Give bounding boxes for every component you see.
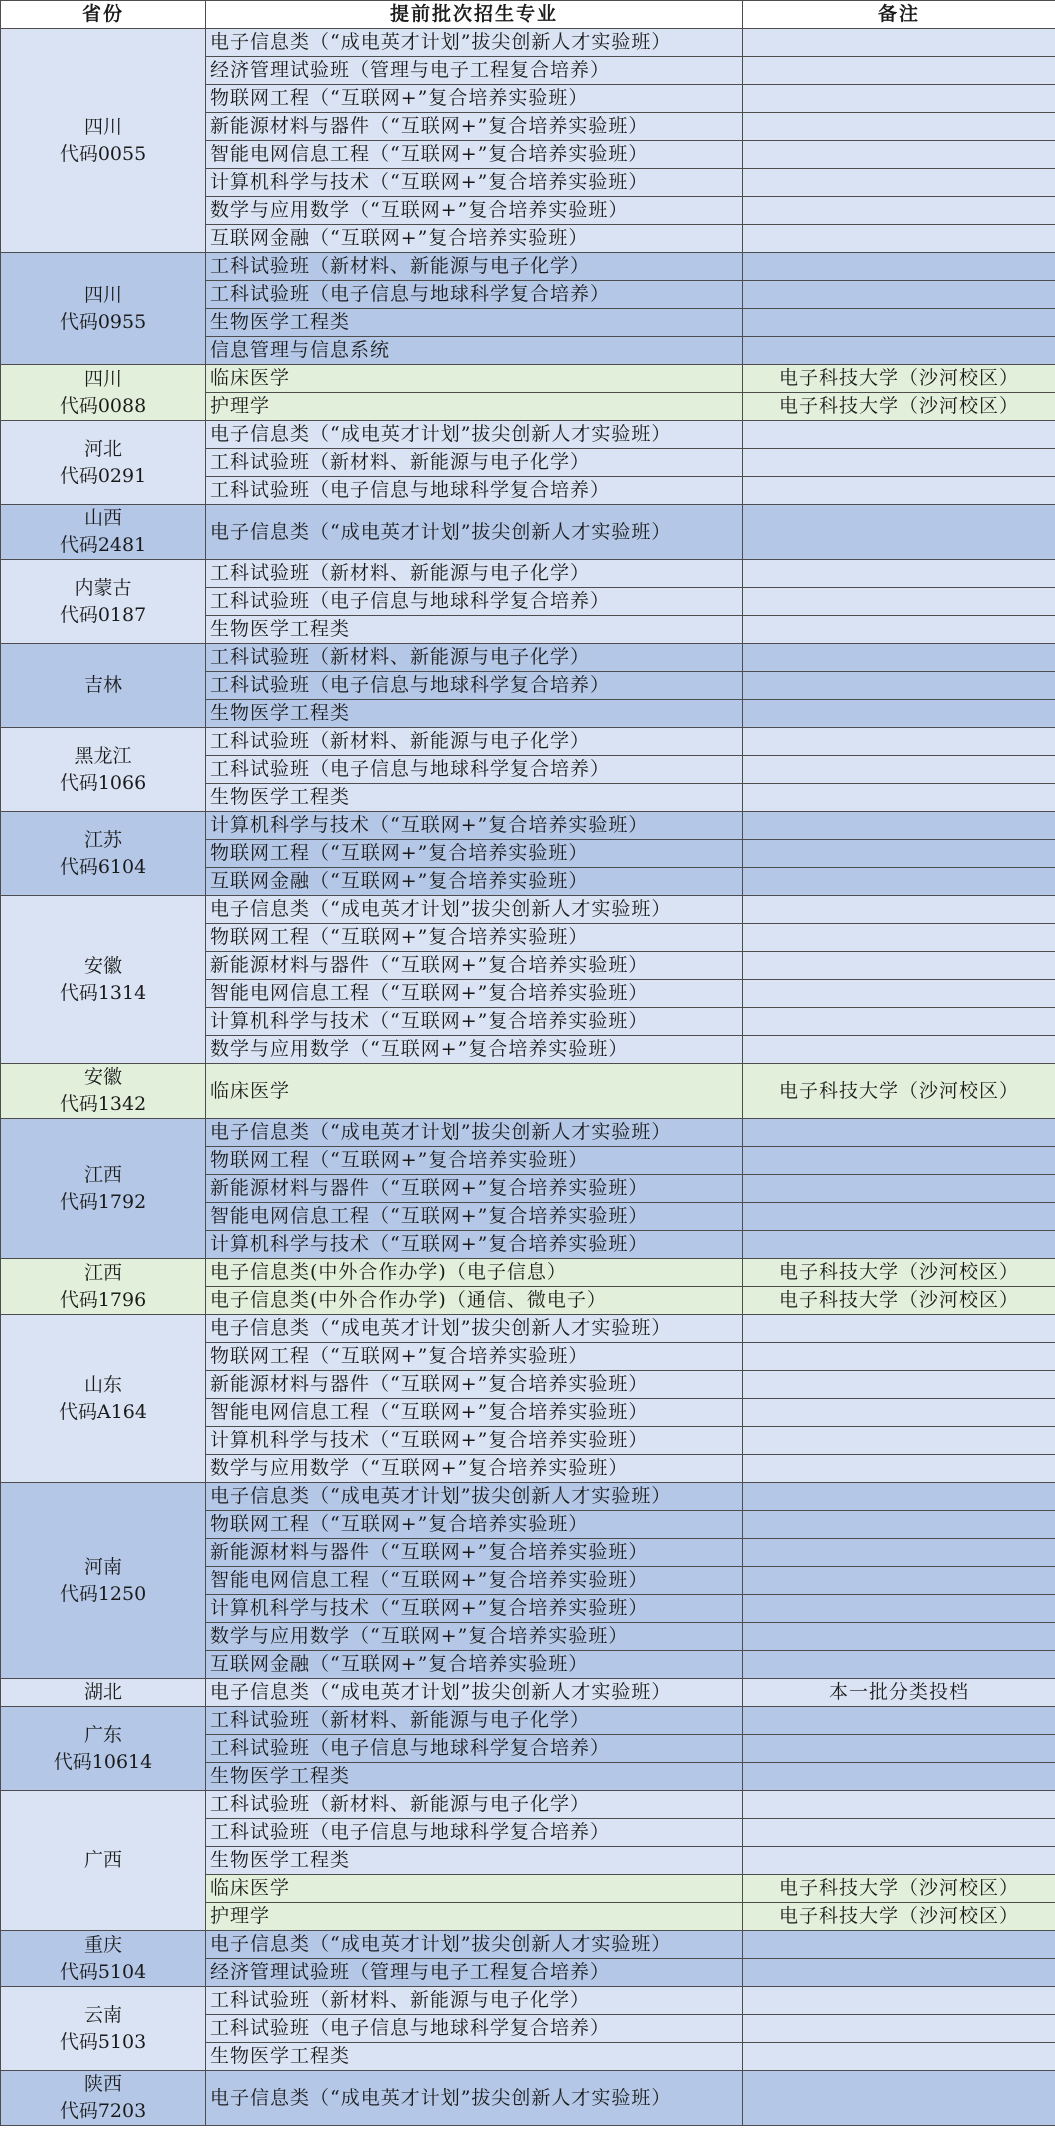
header-province: 省份 xyxy=(1,1,206,29)
major-cell: 工科试验班（电子信息与地球科学复合培养） xyxy=(206,2015,743,2043)
note-cell xyxy=(743,1707,1055,1735)
note-cell xyxy=(743,85,1055,113)
header-major: 提前批次招生专业 xyxy=(206,1,743,29)
note-cell xyxy=(743,113,1055,141)
major-cell: 计算机科学与技术（“互联网+”复合培养实验班） xyxy=(206,169,743,197)
table-row xyxy=(1,896,1055,924)
major-cell: 生物医学工程类 xyxy=(206,784,743,812)
table-header-row xyxy=(1,1,1055,29)
major-cell: 电子信息类（“成电英才计划”拔尖创新人才实验班） xyxy=(206,1483,743,1511)
note-cell xyxy=(743,169,1055,197)
major-cell: 物联网工程（“互联网+”复合培养实验班） xyxy=(206,85,743,113)
note-cell xyxy=(743,1763,1055,1791)
province-code: 代码0187 xyxy=(59,603,147,626)
note-cell xyxy=(743,1651,1055,1679)
province-code: 代码5103 xyxy=(59,2030,147,2053)
note-cell xyxy=(743,1119,1055,1147)
note-cell: 电子科技大学（沙河校区） xyxy=(743,1259,1055,1287)
note-cell xyxy=(743,616,1055,644)
major-cell: 经济管理试验班（管理与电子工程复合培养） xyxy=(206,1959,743,1987)
major-cell: 数学与应用数学（“互联网+”复合培养实验班） xyxy=(206,1623,743,1651)
note-cell xyxy=(743,1987,1055,2015)
province-code: 代码0955 xyxy=(59,310,147,333)
province-name: 内蒙古 xyxy=(74,576,132,599)
province-code: 代码0055 xyxy=(59,142,147,165)
major-cell: 智能电网信息工程（“互联网+”复合培养实验班） xyxy=(206,1399,743,1427)
province-code: 代码1792 xyxy=(59,1190,147,1213)
table-row xyxy=(1,812,1055,840)
major-cell: 数学与应用数学（“互联网+”复合培养实验班） xyxy=(206,197,743,225)
major-cell: 智能电网信息工程（“互联网+”复合培养实验班） xyxy=(206,141,743,169)
province-name: 江苏 xyxy=(83,828,122,851)
table-row xyxy=(1,1987,1055,2015)
note-cell xyxy=(743,1008,1055,1036)
province-cell xyxy=(1,2071,206,2126)
province-code: 代码5104 xyxy=(59,1960,147,1983)
province-cell xyxy=(1,1931,206,1987)
province-code: 代码1314 xyxy=(59,981,147,1004)
note-cell xyxy=(743,1931,1055,1959)
note-cell xyxy=(743,1623,1055,1651)
major-cell: 智能电网信息工程（“互联网+”复合培养实验班） xyxy=(206,1567,743,1595)
major-cell: 计算机科学与技术（“互联网+”复合培养实验班） xyxy=(206,1231,743,1259)
province-name: 重庆 xyxy=(83,1933,122,1956)
note-cell xyxy=(743,1315,1055,1343)
province-cell xyxy=(1,812,206,896)
note-cell: 本一批分类投档 xyxy=(743,1679,1055,1707)
province-code: 代码0291 xyxy=(59,464,147,487)
major-cell: 计算机科学与技术（“互联网+”复合培养实验班） xyxy=(206,812,743,840)
note-cell xyxy=(743,1735,1055,1763)
major-cell: 电子信息类（“成电英才计划”拔尖创新人才实验班） xyxy=(206,1119,743,1147)
table-row xyxy=(1,644,1055,672)
major-cell: 工科试验班（新材料、新能源与电子化学） xyxy=(206,560,743,588)
province-name: 黑龙江 xyxy=(74,744,132,767)
province-cell xyxy=(1,1707,206,1791)
note-cell: 电子科技大学（沙河校区） xyxy=(743,393,1055,421)
province-name: 广东 xyxy=(83,1723,122,1746)
major-cell: 工科试验班（新材料、新能源与电子化学） xyxy=(206,1707,743,1735)
province-name: 安徽 xyxy=(83,1066,122,1088)
province-cell xyxy=(1,560,206,644)
note-cell xyxy=(743,141,1055,169)
major-cell: 工科试验班（新材料、新能源与电子化学） xyxy=(206,253,743,281)
table-row xyxy=(1,1315,1055,1343)
major-cell: 互联网金融（“互联网+”复合培养实验班） xyxy=(206,225,743,253)
note-cell xyxy=(743,1427,1055,1455)
note-cell xyxy=(743,57,1055,85)
major-cell: 临床医学 xyxy=(206,365,743,393)
major-cell: 电子信息类（“成电英才计划”拔尖创新人才实验班） xyxy=(206,1931,743,1959)
province-code: 代码1250 xyxy=(59,1582,147,1605)
note-cell xyxy=(743,840,1055,868)
note-cell xyxy=(743,505,1055,560)
province-name: 山东 xyxy=(83,1373,122,1396)
province-cell xyxy=(1,1483,206,1679)
major-cell: 物联网工程（“互联网+”复合培养实验班） xyxy=(206,840,743,868)
major-cell: 数学与应用数学（“互联网+”复合培养实验班） xyxy=(206,1455,743,1483)
province-cell xyxy=(1,1259,206,1315)
note-cell xyxy=(743,1511,1055,1539)
province-cell xyxy=(1,1791,206,1931)
major-cell: 电子信息类（“成电英才计划”拔尖创新人才实验班） xyxy=(206,421,743,449)
major-cell: 计算机科学与技术（“互联网+”复合培养实验班） xyxy=(206,1595,743,1623)
major-cell: 电子信息类（“成电英才计划”拔尖创新人才实验班） xyxy=(206,896,743,924)
note-cell xyxy=(743,728,1055,756)
note-cell xyxy=(743,2015,1055,2043)
major-cell: 工科试验班（电子信息与地球科学复合培养） xyxy=(206,281,743,309)
major-cell: 电子信息类（“成电英才计划”拔尖创新人才实验班） xyxy=(206,505,743,560)
major-cell: 工科试验班（电子信息与地球科学复合培养） xyxy=(206,588,743,616)
note-cell xyxy=(743,197,1055,225)
note-cell xyxy=(743,1231,1055,1259)
major-cell: 生物医学工程类 xyxy=(206,616,743,644)
note-cell xyxy=(743,309,1055,337)
major-cell: 工科试验班（新材料、新能源与电子化学） xyxy=(206,728,743,756)
note-cell xyxy=(743,281,1055,309)
note-cell xyxy=(743,672,1055,700)
table-row xyxy=(1,253,1055,281)
note-cell: 电子科技大学（沙河校区） xyxy=(743,1064,1055,1119)
province-cell xyxy=(1,728,206,812)
table-row xyxy=(1,1064,1055,1119)
major-cell: 经济管理试验班（管理与电子工程复合培养） xyxy=(206,57,743,85)
note-cell xyxy=(743,952,1055,980)
note-cell xyxy=(743,756,1055,784)
table-row xyxy=(1,728,1055,756)
province-cell xyxy=(1,421,206,505)
major-cell: 计算机科学与技术（“互联网+”复合培养实验班） xyxy=(206,1008,743,1036)
province-cell xyxy=(1,365,206,421)
major-cell: 电子信息类（“成电英才计划”拔尖创新人才实验班） xyxy=(206,2071,743,2126)
major-cell: 智能电网信息工程（“互联网+”复合培养实验班） xyxy=(206,1203,743,1231)
table-row xyxy=(1,2071,1055,2126)
note-cell xyxy=(743,1791,1055,1819)
major-cell: 物联网工程（“互联网+”复合培养实验班） xyxy=(206,1147,743,1175)
note-cell xyxy=(743,980,1055,1008)
province-code: 代码1066 xyxy=(59,771,147,794)
note-cell xyxy=(743,2071,1055,2126)
note-cell xyxy=(743,560,1055,588)
note-cell xyxy=(743,924,1055,952)
province-cell xyxy=(1,253,206,365)
header-note: 备注 xyxy=(743,1,1055,29)
note-cell xyxy=(743,1959,1055,1987)
note-cell: 电子科技大学（沙河校区） xyxy=(743,1903,1055,1931)
major-cell: 互联网金融（“互联网+”复合培养实验班） xyxy=(206,868,743,896)
major-cell: 工科试验班（电子信息与地球科学复合培养） xyxy=(206,672,743,700)
major-cell: 信息管理与信息系统 xyxy=(206,337,743,365)
province-name: 安徽 xyxy=(83,954,122,977)
note-cell xyxy=(743,1539,1055,1567)
table-row xyxy=(1,1119,1055,1147)
note-cell xyxy=(743,1483,1055,1511)
province-cell xyxy=(1,1679,206,1707)
major-cell: 生物医学工程类 xyxy=(206,2043,743,2071)
major-cell: 生物医学工程类 xyxy=(206,1847,743,1875)
major-cell: 智能电网信息工程（“互联网+”复合培养实验班） xyxy=(206,980,743,1008)
province-cell xyxy=(1,1119,206,1259)
province-code: 代码7203 xyxy=(59,2100,147,2122)
table-row xyxy=(1,560,1055,588)
province-name: 广西 xyxy=(83,1849,122,1871)
note-cell xyxy=(743,1595,1055,1623)
note-cell xyxy=(743,588,1055,616)
province-cell xyxy=(1,644,206,728)
note-cell xyxy=(743,896,1055,924)
note-cell: 电子科技大学（沙河校区） xyxy=(743,1287,1055,1315)
major-cell: 临床医学 xyxy=(206,1064,743,1119)
province-name: 江西 xyxy=(83,1163,122,1186)
major-cell: 工科试验班（电子信息与地球科学复合培养） xyxy=(206,1819,743,1847)
major-cell: 物联网工程（“互联网+”复合培养实验班） xyxy=(206,924,743,952)
major-cell: 工科试验班（新材料、新能源与电子化学） xyxy=(206,449,743,477)
note-cell xyxy=(743,1175,1055,1203)
table-row xyxy=(1,421,1055,449)
note-cell xyxy=(743,812,1055,840)
province-name: 四川 xyxy=(83,115,122,138)
note-cell xyxy=(743,225,1055,253)
province-name: 云南 xyxy=(83,2003,122,2026)
major-cell: 工科试验班（电子信息与地球科学复合培养） xyxy=(206,477,743,505)
province-name: 湖北 xyxy=(83,1681,122,1703)
note-cell xyxy=(743,2043,1055,2071)
major-cell: 电子信息类（“成电英才计划”拔尖创新人才实验班） xyxy=(206,29,743,57)
major-cell: 新能源材料与器件（“互联网+”复合培养实验班） xyxy=(206,1539,743,1567)
major-cell: 工科试验班（电子信息与地球科学复合培养） xyxy=(206,756,743,784)
province-code: 代码1342 xyxy=(59,1093,147,1115)
province-cell xyxy=(1,29,206,253)
province-cell xyxy=(1,896,206,1064)
province-code: 代码0088 xyxy=(59,394,147,417)
major-cell: 工科试验班（新材料、新能源与电子化学） xyxy=(206,1791,743,1819)
province-cell xyxy=(1,1315,206,1483)
major-cell: 工科试验班（新材料、新能源与电子化学） xyxy=(206,644,743,672)
province-code: 代码10614 xyxy=(53,1750,153,1773)
major-cell: 计算机科学与技术（“互联网+”复合培养实验班） xyxy=(206,1427,743,1455)
province-code: 代码1796 xyxy=(59,1288,147,1311)
province-cell xyxy=(1,505,206,560)
province-cell xyxy=(1,1064,206,1119)
province-name: 四川 xyxy=(83,283,122,306)
major-cell: 新能源材料与器件（“互联网+”复合培养实验班） xyxy=(206,113,743,141)
table-row xyxy=(1,505,1055,560)
major-cell: 互联网金融（“互联网+”复合培养实验班） xyxy=(206,1651,743,1679)
province-code: 代码6104 xyxy=(59,855,147,878)
major-cell: 新能源材料与器件（“互联网+”复合培养实验班） xyxy=(206,1371,743,1399)
note-cell xyxy=(743,644,1055,672)
province-name: 江西 xyxy=(83,1261,122,1284)
province-name: 山西 xyxy=(83,507,122,529)
note-cell xyxy=(743,1343,1055,1371)
note-cell xyxy=(743,449,1055,477)
province-name: 河南 xyxy=(83,1555,122,1578)
note-cell xyxy=(743,1036,1055,1064)
province-name: 陕西 xyxy=(83,2073,122,2095)
major-cell: 工科试验班（新材料、新能源与电子化学） xyxy=(206,1987,743,2015)
table-row xyxy=(1,1791,1055,1819)
note-cell xyxy=(743,1455,1055,1483)
major-cell: 工科试验班（电子信息与地球科学复合培养） xyxy=(206,1735,743,1763)
note-cell xyxy=(743,1399,1055,1427)
table-row xyxy=(1,1679,1055,1707)
note-cell xyxy=(743,1203,1055,1231)
note-cell xyxy=(743,337,1055,365)
note-cell xyxy=(743,421,1055,449)
major-cell: 生物医学工程类 xyxy=(206,700,743,728)
note-cell xyxy=(743,1567,1055,1595)
note-cell: 电子科技大学（沙河校区） xyxy=(743,365,1055,393)
major-cell: 电子信息类（“成电英才计划”拔尖创新人才实验班） xyxy=(206,1315,743,1343)
major-cell: 生物医学工程类 xyxy=(206,1763,743,1791)
major-cell: 物联网工程（“互联网+”复合培养实验班） xyxy=(206,1511,743,1539)
major-cell: 临床医学 xyxy=(206,1875,743,1903)
note-cell xyxy=(743,1371,1055,1399)
note-cell: 电子科技大学（沙河校区） xyxy=(743,1875,1055,1903)
major-cell: 电子信息类(中外合作办学)（电子信息） xyxy=(206,1259,743,1287)
note-cell xyxy=(743,29,1055,57)
province-name: 吉林 xyxy=(83,674,122,696)
table-row xyxy=(1,1483,1055,1511)
major-cell: 新能源材料与器件（“互联网+”复合培养实验班） xyxy=(206,952,743,980)
major-cell: 电子信息类(中外合作办学)（通信、微电子） xyxy=(206,1287,743,1315)
table-body xyxy=(1,29,1055,2126)
province-code: 代码2481 xyxy=(59,534,147,556)
major-cell: 电子信息类（“成电英才计划”拔尖创新人才实验班） xyxy=(206,1679,743,1707)
province-name: 四川 xyxy=(83,367,122,390)
note-cell xyxy=(743,1819,1055,1847)
table-row xyxy=(1,1259,1055,1287)
province-name: 河北 xyxy=(83,437,122,460)
note-cell xyxy=(743,868,1055,896)
province-cell xyxy=(1,1987,206,2071)
note-cell xyxy=(743,784,1055,812)
note-cell xyxy=(743,253,1055,281)
table-row xyxy=(1,29,1055,57)
table-row xyxy=(1,1931,1055,1959)
note-cell xyxy=(743,1847,1055,1875)
province-code: 代码A164 xyxy=(59,1400,147,1423)
major-cell: 生物医学工程类 xyxy=(206,309,743,337)
major-cell: 护理学 xyxy=(206,1903,743,1931)
table-row xyxy=(1,365,1055,393)
table-row xyxy=(1,1707,1055,1735)
note-cell xyxy=(743,477,1055,505)
major-cell: 数学与应用数学（“互联网+”复合培养实验班） xyxy=(206,1036,743,1064)
note-cell xyxy=(743,700,1055,728)
note-cell xyxy=(743,1147,1055,1175)
major-cell: 新能源材料与器件（“互联网+”复合培养实验班） xyxy=(206,1175,743,1203)
major-cell: 物联网工程（“互联网+”复合培养实验班） xyxy=(206,1343,743,1371)
major-cell: 护理学 xyxy=(206,393,743,421)
